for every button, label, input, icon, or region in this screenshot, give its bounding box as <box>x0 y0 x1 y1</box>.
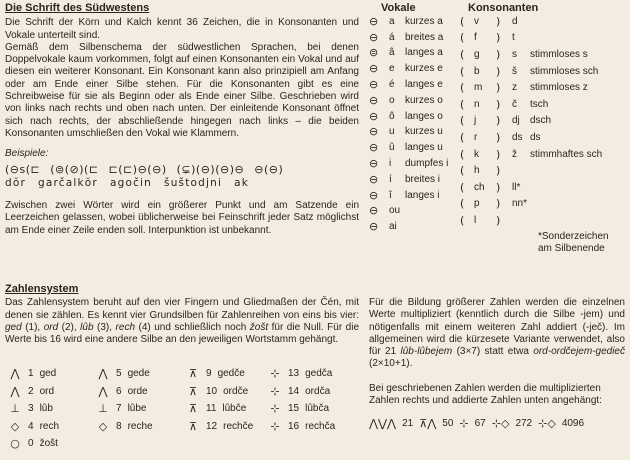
consonant-open-glyph: ( <box>460 180 465 194</box>
number-value: 1 <box>28 368 34 379</box>
consonant-final-letter: dj <box>512 115 520 127</box>
number-entry <box>186 386 248 398</box>
consonant-row <box>460 31 530 47</box>
vowel-letter: í <box>389 173 392 185</box>
consonant-row <box>460 114 551 130</box>
number-value: 5 <box>116 368 122 379</box>
number-word: rechče <box>223 420 254 432</box>
consonant-description: stimmloses s <box>530 49 588 61</box>
number-example-glyph: ⊹◇ <box>491 417 510 430</box>
consonant-open-glyph: ( <box>460 114 465 128</box>
consonant-final-letter: č <box>512 98 517 110</box>
vowel-row <box>369 109 443 125</box>
number-word: rechča <box>305 420 336 432</box>
vowel-letter: ô <box>389 110 395 122</box>
consonant-row <box>460 64 598 80</box>
script-section-title: Die Schrift des Südwestens <box>5 2 150 14</box>
consonant-letter: k <box>474 148 479 160</box>
vowel-glyph: ⊖ <box>369 62 379 76</box>
number-glyph: ⊹ <box>270 367 280 380</box>
vowel-glyph: ⊖ <box>369 30 379 44</box>
number-entry <box>96 403 146 415</box>
vowel-description: kurzes a <box>405 15 443 27</box>
consonant-close-glyph: ) <box>496 64 501 78</box>
consonant-close-glyph: ) <box>496 114 501 128</box>
vowel-description: langes u <box>405 142 443 154</box>
number-entry <box>186 403 246 415</box>
numbers-multiplication-paragraph <box>369 297 625 371</box>
consonant-letter: n <box>474 98 480 110</box>
consonant-letter: p <box>474 198 480 210</box>
consonant-letter: r <box>474 132 478 144</box>
consonant-close-glyph: ) <box>496 197 501 211</box>
vowel-row <box>369 30 443 46</box>
number-value: 7 <box>116 403 122 414</box>
number-glyph: ⋀ <box>10 384 20 398</box>
number-word: gede <box>127 368 150 379</box>
vowel-row <box>369 172 440 188</box>
consonant-final-letter: ž <box>512 148 517 160</box>
number-entry <box>268 368 332 380</box>
number-word: žošt <box>39 438 58 449</box>
intro-paragraph: Die Schrift der Körn und Kalch kennt 36 Zeichen, die in Konsonanten und Vokale unterteilt sind. <box>5 17 359 41</box>
consonant-close-glyph: ) <box>496 214 501 228</box>
number-example-value: 50 <box>442 418 454 429</box>
numbers-section-title: Zahlensystem <box>5 283 79 295</box>
number-entry <box>8 421 59 433</box>
syllable-paragraph: Gemäß dem Silbenschema der südwestlichen Sprachen, bei denen Doppelvokale kaum vorkommen, folgt auf einen Konsonanten ein Vokal und auf diesen ein weiterer Konsonant. Ein Konsonant kann also prinzipiell am Anfang oder am Ende einer Silbe stehen. Für die Konsonanten gibt es eine Schreibweise für sie als Beginn oder als Ende einer Silbe. Geschrieben wird von links nach rechts und oben nach unten. Der einleitende Konsonant öffnet sich nach rechts, der abschließende hingegen nach links – die beiden Konsonanten umschließen den Vokal wie Klammern. <box>5 41 359 139</box>
number-value: 8 <box>116 420 122 432</box>
consonant-description: stimmhaftes sch <box>530 148 603 160</box>
number-example-value: 4096 <box>561 418 585 429</box>
vowel-glyph: ⊜ <box>369 46 379 60</box>
number-word: lûbča <box>305 403 330 414</box>
number-entry <box>8 368 56 380</box>
syllable-zost: žošt <box>249 321 269 333</box>
vowel-row <box>369 93 443 109</box>
example-lub-lubejem: lûb-lûbejem <box>400 346 453 358</box>
consonant-letter: ch <box>474 181 485 193</box>
example-glyphs-ak: ⊖(⊖) <box>254 162 284 176</box>
number-example-glyph: ⊹◇ <box>538 417 556 430</box>
example-word: garčalkŏr <box>38 176 98 189</box>
footnote <box>538 231 609 255</box>
number-value: 13 <box>288 368 300 379</box>
vowel-row <box>369 156 448 172</box>
punctuation-paragraph: Zwischen zwei Wörter wird ein größerer Punkt und am Satzende ein Leerzeichen gelassen, wobei üblicherweise bei Feinschrift jeder Satz möglichst am Ende einer Zeile enden soll. Interpunktion ist unbekannt. <box>5 200 359 236</box>
consonant-row <box>460 147 602 163</box>
number-entry <box>8 438 58 450</box>
consonant-row <box>460 97 548 113</box>
number-word: ordče <box>223 385 249 397</box>
vowel-letter: á <box>389 31 395 43</box>
consonant-row <box>460 47 588 63</box>
vowel-row <box>369 219 405 235</box>
syllable-ord: ord <box>43 321 59 333</box>
number-word: lûb <box>39 403 53 414</box>
consonant-open-glyph: ( <box>460 64 465 78</box>
consonant-final-letter: ds <box>512 132 523 144</box>
consonant-row <box>460 14 530 30</box>
number-word: reche <box>127 420 153 432</box>
consonant-final-letter: nn* <box>512 198 528 210</box>
consonant-description: stimmloses z <box>530 82 588 94</box>
vowel-letter: i <box>389 158 392 170</box>
number-glyph: ⊼ <box>188 367 198 380</box>
number-example-value: 21 <box>402 418 414 429</box>
text-fragment: (2×10+1). <box>369 358 413 370</box>
example-ord-ordcejem: ord-ordčejem-gedieč <box>533 346 625 358</box>
consonant-open-glyph: ( <box>460 131 465 145</box>
consonant-close-glyph: ) <box>496 97 501 111</box>
number-example-glyph: ⋀⋁⋀ <box>369 417 397 430</box>
example-word: šuštodjni <box>164 176 223 189</box>
examples-label: Beispiele: <box>5 148 49 160</box>
vowel-letter: ai <box>389 221 397 233</box>
consonant-description: dsch <box>530 115 552 127</box>
example-glyph-row <box>5 164 359 176</box>
example-glyphs-dor: (⊖ꜱ(⊏ <box>5 162 41 176</box>
consonant-final-letter: z <box>512 82 517 94</box>
vowel-description: kurzes u <box>405 126 443 138</box>
consonant-open-glyph: ( <box>460 214 465 228</box>
number-word: rech <box>39 420 60 432</box>
number-word: gedče <box>217 368 245 379</box>
example-glyphs-sustodjni: (⊊)(⊖)(⊖)⊖ <box>176 162 245 176</box>
number-entry <box>186 368 245 380</box>
vowel-letter: u <box>389 126 395 138</box>
syllable-lub: lûb <box>80 321 94 333</box>
number-value: 12 <box>206 420 218 432</box>
number-entry <box>268 403 329 415</box>
consonant-open-glyph: ( <box>460 147 465 161</box>
consonant-letter: g <box>474 49 480 61</box>
consonant-close-glyph: ) <box>496 81 501 95</box>
consonant-open-glyph: ( <box>460 164 465 178</box>
vowel-glyph: ⊖ <box>369 141 379 155</box>
text-fragment: (3×7) statt etwa <box>452 346 534 358</box>
vowel-description: langes e <box>405 79 443 91</box>
number-value: 10 <box>206 385 218 397</box>
vowel-description: langes a <box>405 47 443 59</box>
consonant-final-letter: s <box>512 49 517 61</box>
numbers-section <box>5 283 359 346</box>
consonant-letter: m <box>474 82 483 94</box>
vowel-letter: ou <box>389 205 401 217</box>
numbers-intro-paragraph <box>5 297 359 346</box>
number-value: 4 <box>28 420 34 432</box>
consonant-description: ds <box>530 132 541 144</box>
consonant-close-glyph: ) <box>496 180 501 194</box>
consonant-close-glyph: ) <box>496 14 501 28</box>
number-example-value: 272 <box>515 418 533 429</box>
number-entry <box>268 421 335 433</box>
number-glyph: ⊹ <box>270 402 280 415</box>
text-fragment: Das Zahlensystem beruht auf den vier Fingern und Gliedmaßen der Čén, mit denen sie zählen. Es kennt vier Grundsilben für Zahlenreihen von eins bis vier: <box>5 297 359 321</box>
vowel-letter: û <box>389 142 395 154</box>
consonant-final-letter: t <box>512 32 515 44</box>
consonant-letter: f <box>474 32 477 44</box>
consonant-row <box>460 130 541 146</box>
number-glyph: ⋀ <box>98 367 108 380</box>
vowel-glyph: ⊖ <box>369 109 379 123</box>
vowel-glyph: ⊖ <box>369 172 379 186</box>
consonant-open-glyph: ( <box>460 81 465 95</box>
consonant-description: stimmloses sch <box>530 65 599 77</box>
consonant-final-letter: d <box>512 15 518 27</box>
number-glyph: ◇ <box>10 419 20 433</box>
vowel-description: langes i <box>405 189 440 201</box>
number-word: lûbče <box>222 403 247 414</box>
vowel-glyph: ⊖ <box>369 14 379 28</box>
number-example-glyph: ⊹ <box>459 417 469 430</box>
vowel-letter: é <box>389 79 395 91</box>
number-glyph: ○ <box>10 437 20 450</box>
number-entry <box>268 386 330 398</box>
example-word: agočin <box>109 176 153 189</box>
number-value: 14 <box>288 385 300 397</box>
vowel-description: kurzes e <box>405 63 443 75</box>
vowel-glyph: ⊖ <box>369 125 379 139</box>
text-fragment: Für die Bildung größerer Zahlen werden die einzelnen Werte multipliziert (kenntlich durch die Silbe -jem) und nötigenfalls mit einem weiteren Zahl addiert (-ječ). Im allgemeinen wird die kürzesete Variante verwendet, also für 21 <box>369 297 625 358</box>
vowels-title: Vokale <box>381 2 416 14</box>
vowel-description: breites a <box>405 31 444 43</box>
consonants-title: Konsonanten <box>468 2 539 14</box>
consonant-letter: l <box>474 215 477 227</box>
number-value: 11 <box>206 403 217 414</box>
consonant-row <box>460 197 530 213</box>
number-entry <box>186 421 253 433</box>
vowel-row <box>369 77 443 93</box>
number-glyph: ⊼ <box>188 384 198 398</box>
syllable-rech: rech <box>115 321 135 333</box>
number-entry <box>96 368 150 380</box>
number-glyph: ⊹ <box>270 419 280 433</box>
example-glyphs-agocin: ⊏(⊏)⊖(⊖) <box>108 162 167 176</box>
vowel-letter: a <box>389 15 395 27</box>
vowel-description: langes o <box>405 110 443 122</box>
vowel-glyph: ⊖ <box>369 78 379 92</box>
footnote-line-1: *Sonderzeichen <box>538 231 609 242</box>
vowel-description: breites i <box>405 173 441 185</box>
number-glyph: ◇ <box>98 419 108 433</box>
number-glyph: ⊥ <box>98 402 108 415</box>
number-entry <box>8 386 54 398</box>
vowel-row <box>369 61 443 77</box>
vowel-letter: â <box>389 47 395 59</box>
consonant-final-letter: ll* <box>512 181 521 193</box>
consonant-final-letter: š <box>512 65 517 77</box>
consonant-close-glyph: ) <box>496 147 501 161</box>
number-value: 3 <box>28 403 34 414</box>
number-example-glyph: ⊼⋀ <box>419 417 437 430</box>
number-glyph: ⊼ <box>188 419 198 433</box>
consonant-row <box>460 163 530 179</box>
syllable-ged: ged <box>5 321 22 333</box>
numbers-written-paragraph: Bei geschriebenen Zahlen werden die multiplizierten Zahlen rechts und addierte Zahlen unten angehängt: <box>369 383 602 407</box>
consonant-letter: j <box>474 115 477 127</box>
consonant-row <box>460 213 530 229</box>
consonant-close-glyph: ) <box>496 131 501 145</box>
consonant-row <box>460 180 530 196</box>
number-word: lûbe <box>127 403 147 414</box>
consonant-close-glyph: ) <box>496 48 501 62</box>
number-word: orde <box>127 385 148 397</box>
number-word: ord <box>39 385 55 397</box>
number-glyph: ⊹ <box>270 384 280 398</box>
consonant-letter: v <box>474 15 479 27</box>
number-word: ged <box>39 368 57 379</box>
number-value: 16 <box>288 420 300 432</box>
example-word: ak <box>234 176 250 189</box>
vowel-glyph: ⊖ <box>369 188 379 202</box>
number-examples <box>369 418 629 430</box>
number-value: 2 <box>28 385 34 397</box>
consonant-description: tsch <box>530 98 549 110</box>
number-value: 9 <box>206 368 212 379</box>
vowel-row <box>369 140 443 156</box>
vowel-description: kurzes o <box>405 94 443 106</box>
vowel-glyph: ⊖ <box>369 204 379 218</box>
consonant-open-glyph: ( <box>460 14 465 28</box>
consonant-close-glyph: ) <box>496 31 501 45</box>
text-fragment: für die Null. Für die Werte bis 16 wird eine andere Silbe an den jeweiligen Wortstamm gehängt. <box>5 321 359 346</box>
vowel-letter: o <box>389 94 395 106</box>
vowel-description: dumpfes i <box>405 158 449 170</box>
vowel-letter: e <box>389 63 395 75</box>
vowel-glyph: ⊖ <box>369 157 379 171</box>
example-word: dŏr <box>5 176 27 189</box>
number-glyph: ⋀ <box>10 367 20 380</box>
number-entry <box>8 403 53 415</box>
consonant-open-glyph: ( <box>460 48 465 62</box>
vowel-row <box>369 125 443 141</box>
example-glyphs-garcalkor: (⊜(⊘)(⊏ <box>50 162 99 176</box>
vowel-row <box>369 14 443 30</box>
footnote-line-2: am Silbenende <box>538 243 605 254</box>
number-value: 0 <box>28 438 34 449</box>
vowel-letter: î <box>389 189 392 201</box>
vowel-row <box>369 46 443 62</box>
text-fragment: (2), <box>58 321 81 333</box>
number-word: ordča <box>305 385 331 397</box>
number-word: gedča <box>305 368 333 379</box>
number-entry <box>96 386 148 398</box>
number-glyph: ⊼ <box>188 402 198 415</box>
script-section <box>5 2 359 237</box>
text-fragment: (4) und schließlich noch <box>135 321 250 333</box>
example-word-row <box>5 177 359 189</box>
vowel-glyph: ⊖ <box>369 220 379 234</box>
consonant-open-glyph: ( <box>460 197 465 211</box>
text-fragment: (1), <box>21 321 44 333</box>
number-entry <box>96 421 153 433</box>
consonant-letter: b <box>474 65 480 77</box>
number-value: 15 <box>288 403 300 414</box>
consonant-open-glyph: ( <box>460 97 465 111</box>
consonant-close-glyph: ) <box>496 164 501 178</box>
number-glyph: ⋀ <box>98 384 108 398</box>
vowel-row <box>369 188 439 204</box>
vowel-glyph: ⊖ <box>369 93 379 107</box>
number-glyph: ⊥ <box>10 402 20 415</box>
text-fragment: (3), <box>93 321 116 333</box>
consonant-row <box>460 80 588 96</box>
consonant-open-glyph: ( <box>460 31 465 45</box>
vowel-row <box>369 204 405 220</box>
number-value: 6 <box>116 385 122 397</box>
consonant-letter: h <box>474 165 480 177</box>
number-example-value: 67 <box>474 418 486 429</box>
